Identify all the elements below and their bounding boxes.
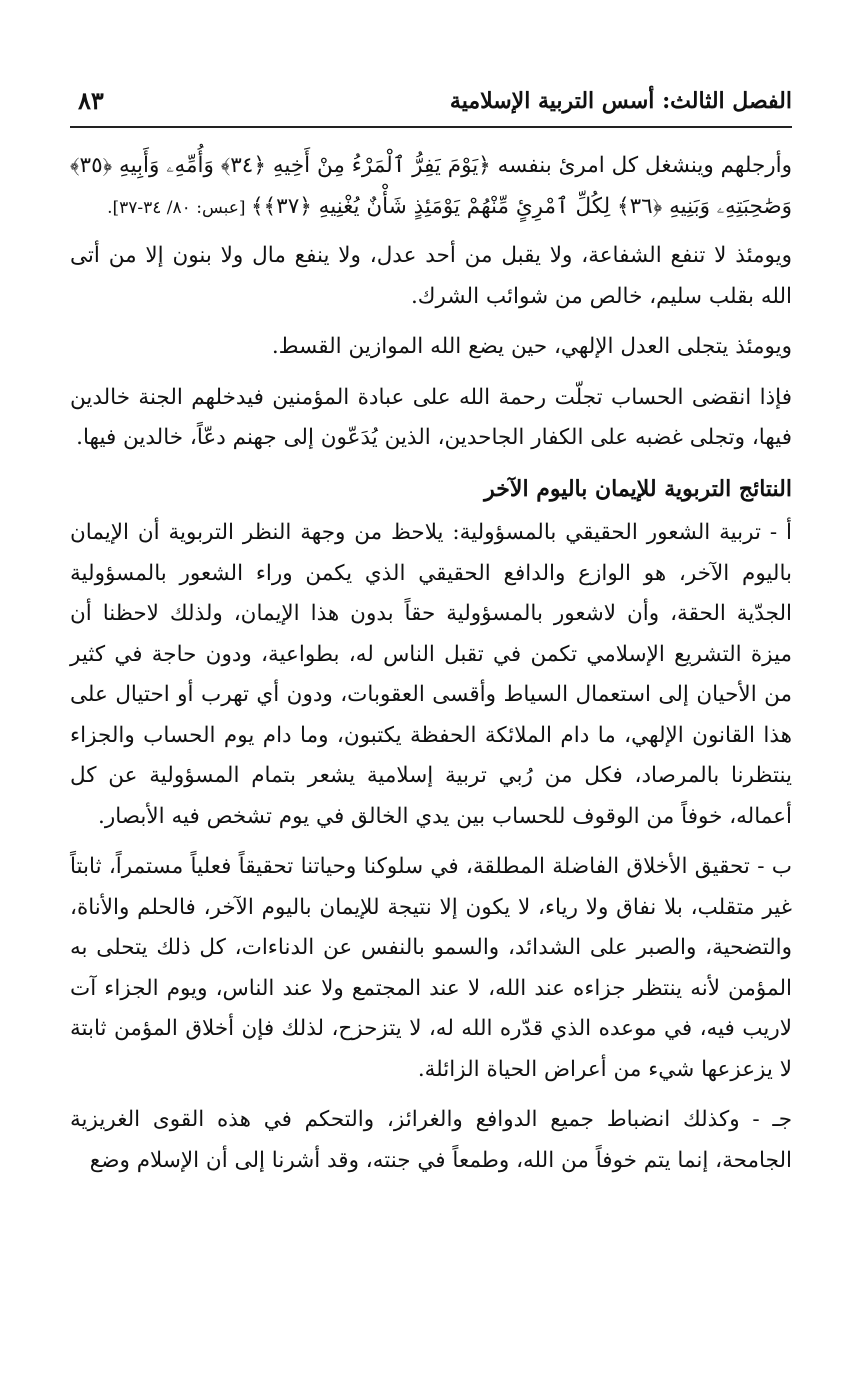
page-body xyxy=(70,146,792,1191)
book-page xyxy=(70,60,792,1360)
verse-reference: [عبس: ٨٠/ ٣٤-٣٧]. xyxy=(107,197,251,218)
paragraph: أ - تربية الشعور الحقيقي بالمسؤولية: يلاحظ من وجهة النظر التربوية أن الإيمان باليوم الآخر، هو الوازع والدافع الحقيقي الذي يكمن وراء الشعور بالمسؤولية الجدّية الحقة، وأن لاشعور بالمسؤولية حقاً بدون هذا الإيمان، ولذلك لاحظنا أن ميزة التشريع الإسلامي تكمن في تقبل الناس له، بطواعية، ودون حاجة في كثير من الأحيان إلى استعمال السياط وأقسى العقوبات، ودون أي تهرب أو احتيال على هذا القانون الإلهي، ما دام الملائكة الحفظة يكتبون، وما دام يوم الحساب والجزاء ينتظرنا بالمرصاد، فكل من رُبي تربية إسلامية يشعر بتمام المسؤولية عن كل أعماله، خوفاً من الوقوف للحساب بين يدي الخالق في يوم تشخص فيه الأبصار. xyxy=(70,520,792,829)
paragraph-intro: وأرجلهم وينشغل كل امرئ بنفسه xyxy=(490,153,792,178)
header-rule xyxy=(70,126,792,128)
paragraph-verse xyxy=(70,146,792,228)
paragraph: جـ - وكذلك انضباط جميع الدوافع والغرائز، والتحكم في هذه القوى الغريزية الجامحة، إنما يتم خوفاً من الله، وطمعاً في جنته، وقد أشرنا إلى أن الإسلام وضع xyxy=(70,1107,792,1173)
paragraph: ويومئذ يتجلى العدل الإلهي، حين يضع الله الموازين القسط. xyxy=(271,334,792,359)
paragraph: فإذا انقضى الحساب تجلّت رحمة الله على عبادة المؤمنين فيدخلهم الجنة خالدين فيها، وتجلى غضبه على الكفار الجاحدين، الذين يُدَعّون إلى جهنم دعّاً، خالدين فيها. xyxy=(70,384,792,450)
chapter-title: الفصل الثالث: أسس التربية الإسلامية xyxy=(449,88,792,114)
page-number: ٨٣ xyxy=(78,86,104,115)
running-header xyxy=(70,82,792,122)
paragraph: ويومئذ لا تنفع الشفاعة، ولا يقبل من أحد عدل، ولا ينفع مال ولا بنون إلا من أتى الله بقلب سليم، خالص من شوائب الشرك. xyxy=(70,243,792,309)
paragraph: ب - تحقيق الأخلاق الفاضلة المطلقة، في سلوكنا وحياتنا تحقيقاً فعلياً مستمراً، ثابتاً غير متقلب، بلا نفاق ولا رياء، لا يكون إلا نتيجة للإيمان باليوم الآخر، فالحلم والأناة، والتضحية، والصبر على الشدائد، والسمو بالنفس عن الدناءات، كل ذلك يتحلى به المؤمن لأنه ينتظر جزاءه عند الله، لا عند المجتمع ولا عند الناس، ويوم الجزاء آت لاريب فيه، في موعده الذي قدّره الله له، لا يتزحزح، لذلك فإن أخلاق المؤمن ثابتة لا يزعزعها شيء من أعراض الحياة الزائلة. xyxy=(70,854,792,1082)
section-heading: النتائج التربوية للإيمان باليوم الآخر xyxy=(484,475,792,502)
quran-verse: ﴿يَوْمَ يَفِرُّ ٱلْمَرْءُ مِنْ أَخِيهِ ﴿٣٤﴾ وَأُمِّهِۦ وَأَبِيهِ ﴿٣٥﴾ وَصَٰحِبَتِهِۦ وَبَنِيهِ ﴿٣٦﴾ لِكُلِّ ٱمْرِئٍ مِّنْهُمْ يَوْمَئِذٍ شَأْنٌ يُغْنِيهِ ﴿٣٧﴾﴾ xyxy=(70,153,792,219)
